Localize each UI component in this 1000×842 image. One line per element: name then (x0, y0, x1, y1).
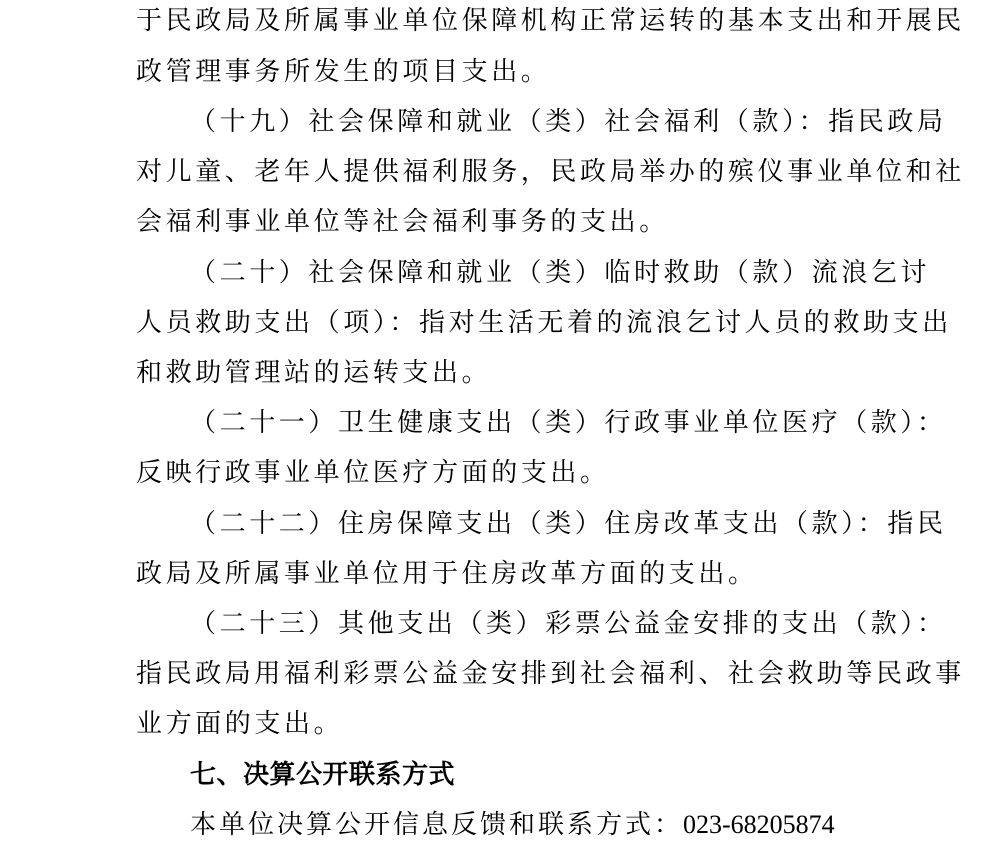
paragraph-line: 政管理事务所发生的项目支出。 (136, 57, 551, 87)
paragraph-line: 政局及所属事业单位用于住房改革方面的支出。 (136, 559, 758, 589)
paragraph-line: 和救助管理站的运转支出。 (136, 358, 492, 388)
paragraph-line: 指民政局用福利彩票公益金安排到社会福利、社会救助等民政事 (136, 659, 965, 689)
section-heading: 七、决算公开联系方式 (190, 760, 456, 790)
contact-line (190, 808, 835, 842)
paragraph-line: 业方面的支出。 (136, 709, 344, 739)
paragraph-line-item-21: （二十一）卫生健康支出（类）行政事业单位医疗（款）： (190, 408, 947, 438)
contact-label: 本单位决算公开信息反馈和联系方式： (190, 810, 684, 840)
paragraph-line: 会福利事业单位等社会福利事务的支出。 (136, 207, 669, 237)
paragraph-line-item-20: （二十）社会保障和就业（类）临时救助（款）流浪乞讨 (190, 258, 931, 288)
paragraph-line-item-23: （二十三）其他支出（类）彩票公益金安排的支出（款）： (190, 609, 947, 639)
paragraph-line-item-19: （十九）社会保障和就业（类）社会福利（款）：指民政局 (190, 107, 947, 137)
paragraph-line: 对儿童、老年人提供福利服务，民政局举办的殡仪事业单位和社 (136, 157, 965, 187)
contact-phone: 023-68205874 (683, 810, 835, 839)
paragraph-line: 于民政局及所属事业单位保障机构正常运转的基本支出和开展民 (136, 6, 965, 36)
paragraph-line: 人员救助支出（项）：指对生活无着的流浪乞讨人员的救助支出 (136, 308, 952, 338)
paragraph-line: 反映行政事业单位医疗方面的支出。 (136, 458, 610, 488)
paragraph-line-item-22: （二十二）住房保障支出（类）住房改革支出（款）：指民 (190, 509, 947, 539)
